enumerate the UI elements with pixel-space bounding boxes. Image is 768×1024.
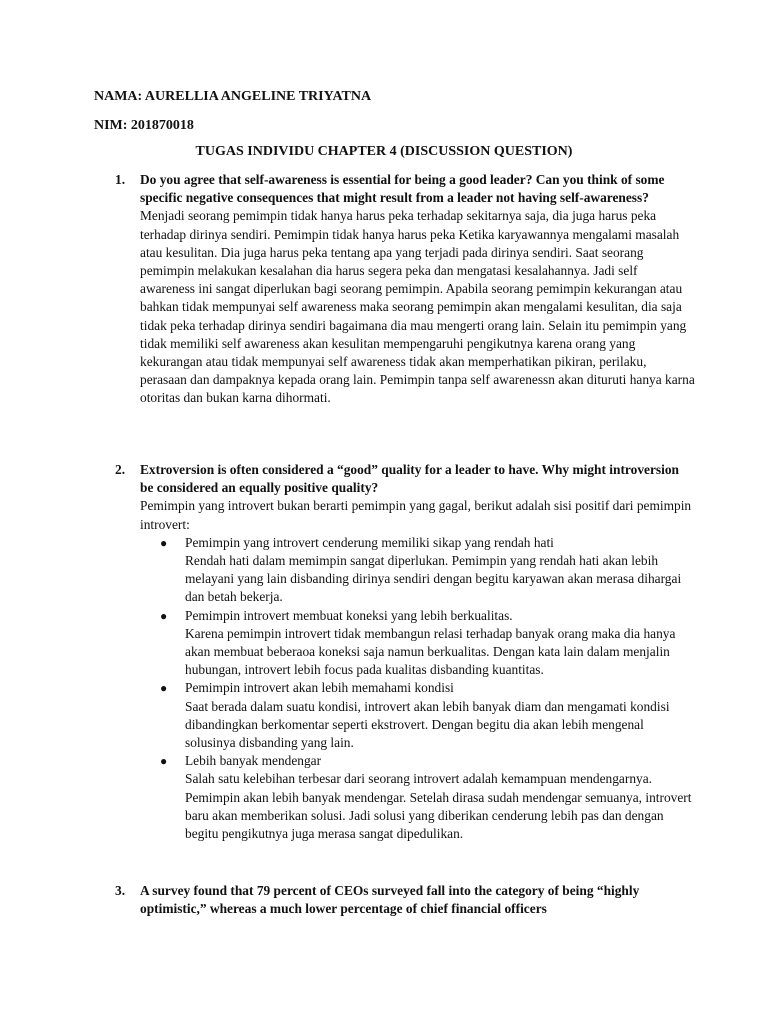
question-text: Extroversion is often considered a “good” quality for a leader to have. Why might introversion be considered an equally positive quality? <box>140 462 679 496</box>
question-text: A survey found that 79 percent of CEOs surveyed fall into the category of being “highly optimistic,” whereas a much lower percentage of chief financial officers <box>140 883 640 917</box>
bullet-text: Rendah hati dalam memimpin sangat diperlukan. Pemimpin yang rendah hati akan lebih melayani yang lain disbanding dirinya sendiri dengan begitu karyawan akan merasa dihargai dan betah bekerja. <box>185 553 682 605</box>
answer-intro-text: Pemimpin yang introvert bukan berarti pemimpin yang gagal, berikut adalah sisi positif dari pemimpin introvert: <box>140 498 692 532</box>
question-number: 2. <box>115 462 126 477</box>
question-number: 1. <box>115 172 126 187</box>
bullet-icon: ● <box>160 608 168 623</box>
bullet-icon: ● <box>160 535 168 550</box>
bullet-title: Pemimpin introvert membuat koneksi yang lebih berkualitas. <box>185 607 513 623</box>
question-item-1 <box>115 171 695 408</box>
assignment-title: TUGAS INDIVIDU CHAPTER 4 (DISCUSSION QUESTION) <box>195 144 573 159</box>
question-text: Do you agree that self-awareness is essential for being a good leader? Can you think of some specific negative consequences that might result from a leader not having self-awareness? <box>140 172 665 206</box>
question-item-3 <box>115 882 695 918</box>
list-item <box>160 679 695 752</box>
student-nim: NIM: 201870018 <box>94 118 194 133</box>
list-item <box>160 607 695 680</box>
list-item <box>160 534 695 607</box>
answer-text: Menjadi seorang pemimpin tidak hanya harus peka terhadap sekitarnya saja, dia juga harus peka terhadap dirinya sendiri. Pemimpin tidak hanya harus peka Ketika karyawannya mengalami masalah atau kesulitan. Dia juga harus peka tentang apa yang terjadi pada dirinya sendiri. Saat seorang pemimpin melakukan kesalahan dia harus segera peka dan mengatasi kesalahannya. Jadi self awareness ini sangat diperlukan bagi seorang pemimpin. Apabila seorang pemimpin kekurangan atau bahkan tidak mempunyai self awareness maka seorang pemimpin akan mengalami kesulitan, dia saja tidak peka terhadap dirinya sendiri bagaimana dia mau mengerti orang lain. Selain itu pemimpin yang tidak memiliki self awareness akan kesulitan mempengaruhi pengikutnya karena orang yang kekurangan atau tidak mempunyai self awareness tidak akan memperhatikan pikiran, perilaku, perasaan dan dampaknya kepada orang lain. Pemimpin tanpa self awarenessn akan dituruti hanya karna otoritas dan bukan karna dihormati. <box>140 208 695 406</box>
bullet-icon: ● <box>160 754 168 769</box>
question-number: 3. <box>115 883 126 898</box>
bullet-title: Lebih banyak mendengar <box>185 753 322 769</box>
list-item <box>160 752 695 843</box>
bullet-text: Saat berada dalam suatu kondisi, introvert akan lebih banyak diam dan mengamati kondisi dibandingkan berkomentar seperti ekstrovert. Dengan begitu dia akan lebih mengenal solusinya disbanding yang lain. <box>185 698 670 751</box>
bullet-title: Pemimpin introvert akan lebih memahami kondisi <box>185 680 454 696</box>
bullet-text: Karena pemimpin introvert tidak membangun relasi terhadap banyak orang maka dia hanya akan membuat beberaoa koneksi saja namun berkualitas. Dengan kata lain dalam menjalin hubungan, introvert lebih focus pada kualitas disbanding kuantitas. <box>185 625 676 678</box>
bullet-title: Pemimpin yang introvert cenderung memiliki sikap yang rendah hati <box>185 534 554 550</box>
student-name: NAMA: AURELLIA ANGELINE TRIYATNA <box>94 89 372 104</box>
bullet-list <box>160 534 695 843</box>
bullet-text: Salah satu kelebihan terbesar dari seorang introvert adalah kemampuan mendengarnya. Pemimpin akan lebih banyak mendengar. Setelah dirasa sudah mendengar semuanya, introvert baru akan memberikan solusi. Jadi solusi yang diberikan cenderung lebih pas dan dengan begitu pengikutnya juga merasa sangat dipedulikan. <box>185 771 692 842</box>
question-item-2 <box>115 461 695 843</box>
bullet-icon: ● <box>160 681 168 696</box>
